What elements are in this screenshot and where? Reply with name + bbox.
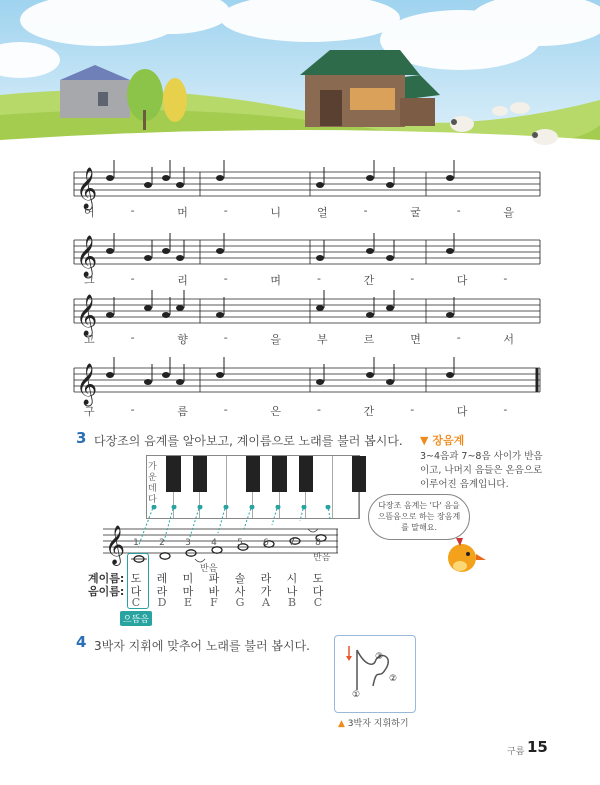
lyric-syllable: - <box>130 272 135 285</box>
tonic-badge: 으뜸음 <box>120 611 152 626</box>
lyric-syllable: 면 <box>410 333 421 346</box>
page-number: 15 <box>527 738 548 756</box>
note-head <box>446 312 454 318</box>
lyric-syllable: 다 <box>456 405 468 418</box>
korean-row <box>126 583 346 597</box>
treble-clef-icon: 𝄞 <box>76 295 98 336</box>
letters-item: G <box>235 596 245 609</box>
lyric-syllable: 은 <box>270 405 282 418</box>
solfege-item: 레 <box>156 572 168 585</box>
korean-item: 가 <box>260 585 272 598</box>
note-head <box>316 379 324 385</box>
lyric-syllable: 다 <box>456 274 468 287</box>
speech-bubble-text: 다장조 음계는 '다' 음을 으뜸음으로 하는 장음계를 말해요. <box>377 501 461 532</box>
lyric-syllable: 을 <box>503 206 515 219</box>
lyric-syllable: - <box>130 403 135 416</box>
scale-degrees <box>126 538 346 552</box>
section4-number: 4 <box>76 633 87 651</box>
degrees-item: 6 <box>263 538 269 548</box>
note-head <box>316 255 324 261</box>
degrees-item: 8 <box>315 538 321 548</box>
lyric-syllable: 을 <box>270 333 282 346</box>
piano-black-key <box>299 456 314 492</box>
note-head <box>162 248 170 254</box>
lyric-syllable: - <box>223 331 228 344</box>
triangle-icon: ▲ <box>338 719 345 729</box>
lyric-syllable: 간 <box>363 405 375 418</box>
note-head <box>162 372 170 378</box>
solfege-item: 시 <box>286 572 298 585</box>
section4-instruction: 3박자 지휘에 맞추어 노래를 불러 봅시다. <box>94 639 310 653</box>
lyric-syllable: - <box>503 272 508 285</box>
lyric-syllable: 름 <box>177 405 188 418</box>
note-head <box>106 312 114 318</box>
letters-item: B <box>287 596 297 609</box>
korean-item: 바 <box>208 585 220 598</box>
section3-instruction: 다장조의 음계를 알아보고, 계이름으로 노래를 불러 봅시다. <box>94 434 403 448</box>
treble-clef-icon: 𝄞 <box>76 168 98 209</box>
lyrics-line-2 <box>74 272 540 286</box>
note-head <box>366 248 374 254</box>
lyric-syllable: - <box>317 272 321 285</box>
scale-note-head <box>160 553 170 559</box>
note-head <box>366 175 374 181</box>
degrees-item: 3 <box>185 538 191 548</box>
lyric-syllable: 그 <box>84 274 95 287</box>
korean-item: 사 <box>234 585 246 598</box>
note-head <box>176 255 184 261</box>
degrees-item: 5 <box>237 538 243 548</box>
lyric-syllable: - <box>223 272 228 285</box>
letters-item: F <box>210 596 218 609</box>
note-head <box>366 312 374 318</box>
note-head <box>176 182 184 188</box>
lyric-syllable: - <box>410 403 415 416</box>
lyric-syllable: 부 <box>317 333 328 346</box>
lyric-syllable: - <box>130 331 135 344</box>
note-head <box>386 255 394 261</box>
footer-subject: 구름 <box>507 747 525 757</box>
note-head <box>446 175 454 181</box>
note-head <box>366 372 374 378</box>
lyric-syllable: 얼 <box>317 206 328 219</box>
note-head <box>144 305 152 311</box>
beat-3-label: ③ <box>375 652 384 662</box>
lyrics-line-3 <box>74 331 540 345</box>
conducting-caption <box>338 716 409 729</box>
lyric-syllable: 니 <box>270 206 282 219</box>
lyric-syllable: - <box>456 204 461 217</box>
lyric-syllable: 간 <box>363 274 375 287</box>
korean-item: 나 <box>286 585 298 598</box>
note-head <box>446 372 454 378</box>
piano-black-key <box>193 456 208 492</box>
bird-icon <box>440 530 490 580</box>
note-head <box>216 248 224 254</box>
lyric-syllable: 어 <box>84 206 95 219</box>
conducting-caption-text: 3박자 지휘하기 <box>347 719 409 729</box>
tip-title <box>420 432 464 448</box>
landscape-illustration <box>0 0 600 160</box>
lyric-syllable: - <box>130 204 135 217</box>
note-head <box>316 305 324 311</box>
degrees-item: 1 <box>133 538 139 548</box>
lyric-syllable: - <box>223 204 228 217</box>
section3-number: 3 <box>76 429 87 447</box>
lyrics-line-1 <box>74 204 540 218</box>
note-head <box>446 248 454 254</box>
note-head <box>144 182 152 188</box>
lyric-syllable: 굴 <box>410 206 421 219</box>
conducting-diagram <box>334 635 416 713</box>
korean-item: 다 <box>130 585 142 598</box>
note-head <box>216 175 224 181</box>
note-head <box>176 379 184 385</box>
solfege-row <box>126 570 346 584</box>
note-head <box>162 175 170 181</box>
lyric-syllable: - <box>317 403 321 416</box>
piano-black-key <box>352 456 367 492</box>
middle-c-label: 가운데 다 <box>148 462 157 505</box>
solfege-row-label: 계이름: <box>88 572 125 585</box>
note-head <box>106 175 114 181</box>
note-head <box>106 248 114 254</box>
svg-text:𝄞: 𝄞 <box>105 525 126 565</box>
song-score <box>70 160 545 430</box>
korean-item: 마 <box>182 585 194 598</box>
lyric-syllable: - <box>223 403 228 416</box>
note-head <box>144 379 152 385</box>
lyric-syllable: 리 <box>177 274 188 287</box>
halfstep-label-1: 반음 <box>200 564 218 574</box>
note-head <box>106 372 114 378</box>
solfege-item: 도 <box>130 572 142 585</box>
note-head <box>316 182 324 188</box>
lyric-syllable: 향 <box>177 333 188 346</box>
letters-item: C <box>313 596 323 609</box>
tip-text: 3~4음과 7~8음 사이가 반음이고, 나머지 음들은 온음으로 이루어진 음계입니다. <box>420 451 543 490</box>
solfege-item: 도 <box>312 572 324 585</box>
lyric-syllable: 고 <box>84 333 95 346</box>
lyric-syllable: 르 <box>363 333 375 346</box>
korean-item: 다 <box>312 585 324 598</box>
solfege-item: 미 <box>182 572 194 585</box>
tip-title-text: 장음계 <box>432 434 465 447</box>
piano-black-key <box>272 456 287 492</box>
degrees-item: 7 <box>289 538 295 548</box>
solfege-item: 솔 <box>234 572 246 585</box>
lyric-syllable: 구 <box>84 405 95 418</box>
lyric-syllable: 며 <box>270 274 282 287</box>
note-head <box>386 182 394 188</box>
note-head <box>162 312 170 318</box>
letter-row <box>126 596 346 610</box>
piano-black-key <box>166 456 181 492</box>
halfstep-label-2: 반음 <box>313 553 331 563</box>
note-head <box>386 379 394 385</box>
degrees-item: 4 <box>211 538 217 548</box>
solfege-item: 파 <box>208 572 220 585</box>
lyric-syllable: 서 <box>503 333 515 346</box>
letters-item: A <box>262 596 270 609</box>
lyric-syllable: - <box>410 272 415 285</box>
lyric-syllable: - <box>503 403 508 416</box>
letters-item: C <box>131 596 141 609</box>
lyric-syllable: - <box>456 331 461 344</box>
note-head <box>216 372 224 378</box>
note-head <box>216 312 224 318</box>
solfege-item: 라 <box>260 572 272 585</box>
letters-item: D <box>157 596 167 609</box>
note-head <box>144 255 152 261</box>
treble-clef-icon: 𝄞 <box>76 364 98 405</box>
note-head <box>176 305 184 311</box>
korean-item: 라 <box>156 585 168 598</box>
piano-black-key <box>246 456 261 492</box>
letters-item: E <box>183 596 193 609</box>
beat-1-label: ① <box>352 690 361 700</box>
carrot-icon: ▼ <box>420 434 429 447</box>
korean-row-label: 음이름: <box>88 585 125 598</box>
lyrics-line-4 <box>74 403 540 417</box>
lyric-syllable: - <box>363 204 368 217</box>
treble-clef-icon: 𝄞 <box>76 236 98 277</box>
lyric-syllable: 머 <box>177 206 188 219</box>
beat-2-label: ② <box>389 674 398 684</box>
note-head <box>386 305 394 311</box>
degrees-item: 2 <box>159 538 165 548</box>
